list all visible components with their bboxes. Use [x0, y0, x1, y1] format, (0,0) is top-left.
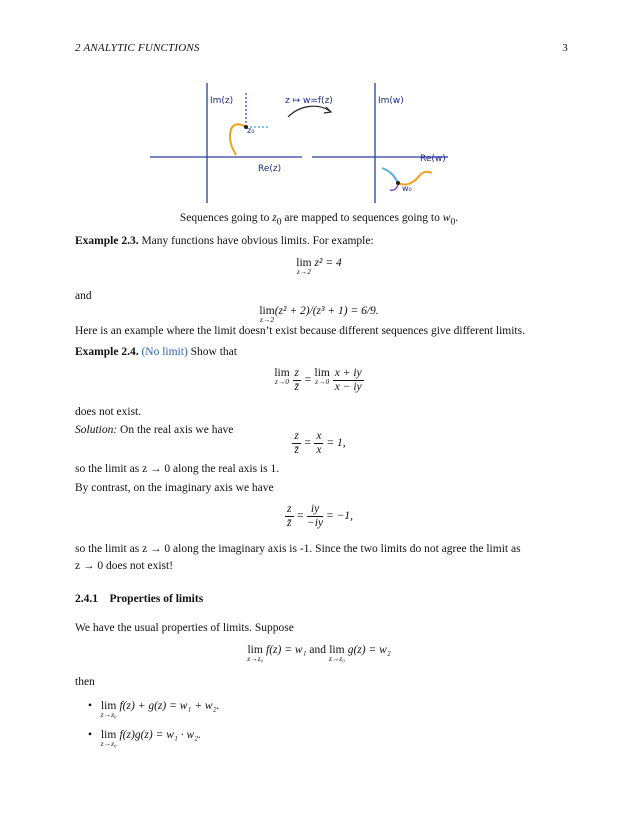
and-word: and — [75, 290, 92, 302]
equation-lim-z-squared: lim z→2 z² = 4 — [296, 257, 342, 276]
list-item: • lim z→z₀ f(z) + g(z) = w₁ + w₂. — [88, 700, 220, 719]
page-number: 3 — [562, 42, 568, 54]
example-label: Example 2.3. — [75, 235, 139, 247]
mapping-figure — [150, 75, 448, 205]
properties-intro: We have the usual properties of limits. Suppose — [75, 622, 294, 634]
equation-real-axis: $\frac{z}{z̄}$ = $\frac{x}{x}$ = 1, — [294, 430, 346, 456]
figure-caption: Sequences going to $z_0$ are mapped to sequences going to $w_0$. — [179, 212, 459, 228]
label-w0: w₀ — [402, 184, 412, 193]
limit-intro-paragraph: Here is an example where the limit doesn’t exist because different sequences give different limits. — [75, 325, 525, 337]
imag-axis-result-1: so the limit as z → 0 along the imaginary axis is -1. Since the two limits do not agree the limit as — [75, 543, 521, 555]
example-2-3: Example 2.3. Many functions have obvious limits. For example: — [75, 235, 374, 247]
equation-limits-assumption: lim z→z₀ f(z) = w₁ and lim z→z₀ g(z) = w₂ — [247, 644, 391, 663]
label-map: z ↦ w=f(z) — [285, 96, 333, 106]
label-im-z: Im(z) — [210, 96, 234, 106]
section-heading: 2.4.1 Properties of limits — [75, 593, 204, 605]
real-axis-result: so the limit as z → 0 along the real axis is 1. — [75, 463, 280, 475]
label-re-w: Re(w) — [420, 154, 446, 164]
label-re-z: Re(z) — [258, 164, 282, 174]
w0-point — [396, 181, 400, 185]
list-item: • lim z→z₀ f(z)g(z) = w₁ · w₂. — [88, 729, 202, 748]
label-z0: z₀ — [247, 126, 255, 135]
equation-lim-rational: lim z→2 (z² + 2)/(z³ + 1) = 6/9. — [259, 305, 379, 324]
example-2-4: Example 2.4. (No limit) Show that — [75, 346, 237, 358]
label-im-w: Im(w) — [378, 96, 404, 106]
equation-imag-axis: $\frac{z}{z̄}$ = $\frac{iy}{-iy}$ = −1, — [287, 503, 353, 529]
equation-z-over-zbar: lim z→0 $\frac{z}{z̄}$ = lim z→0 $\frac{x + iy}{x - iy}$ — [274, 367, 362, 393]
solution-line: Solution: On the real axis we have — [75, 424, 234, 436]
running-header: 2 ANALYTIC FUNCTIONS — [75, 42, 200, 54]
does-not-exist-line: does not exist. — [75, 406, 142, 418]
imag-axis-result-2: z → 0 does not exist! — [75, 560, 174, 572]
contrast-line: By contrast, on the imaginary axis we have — [75, 482, 274, 494]
then-word: then — [75, 676, 95, 688]
no-limit-link[interactable]: (No limit) — [141, 346, 188, 358]
